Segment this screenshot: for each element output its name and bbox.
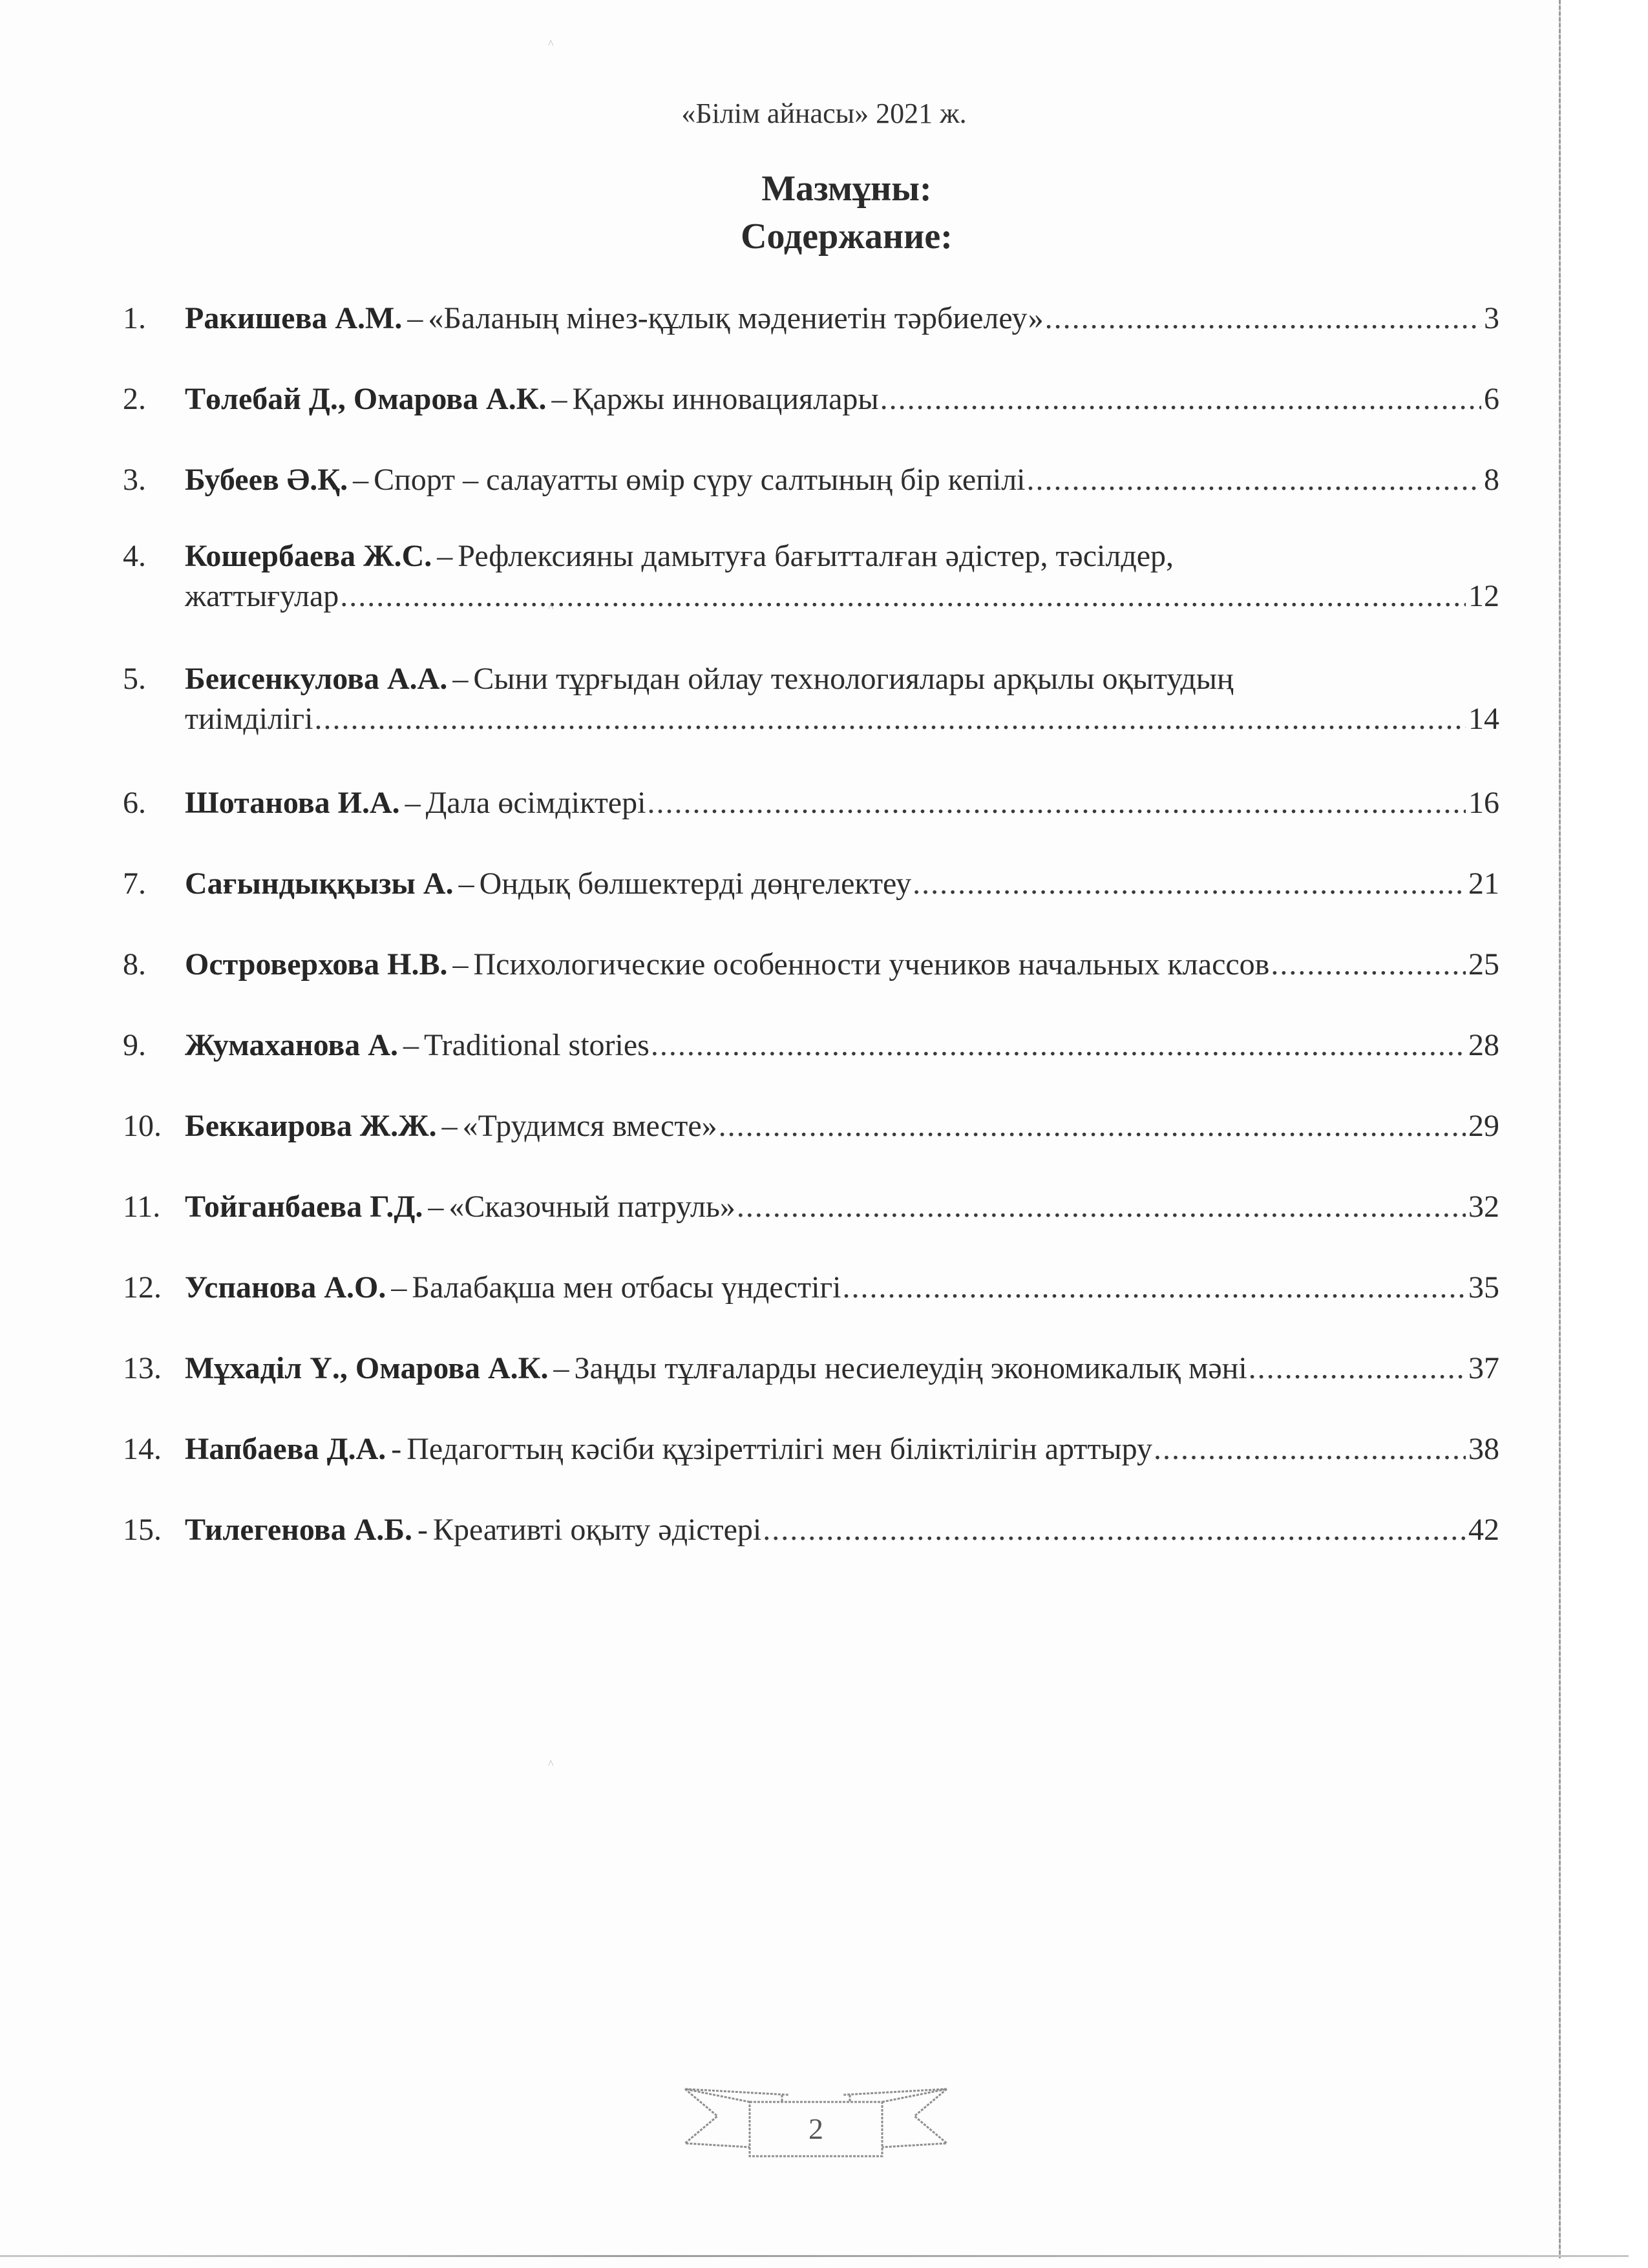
toc-entry-page-number[interactable]: 35 bbox=[1468, 1270, 1499, 1305]
dot-leader bbox=[1249, 1349, 1466, 1389]
dot-leader bbox=[340, 576, 1466, 616]
toc-entry-author: Успанова А.О. bbox=[185, 1270, 386, 1305]
toc-entry-number: 7. bbox=[123, 866, 146, 901]
toc-entry bbox=[123, 1429, 1499, 1469]
toc-entry-title: тиімділігі bbox=[185, 702, 313, 736]
toc-entry-page-number[interactable]: 14 bbox=[1468, 702, 1499, 736]
toc-entry-number: 13. bbox=[123, 1351, 162, 1385]
toc-entry-page-number[interactable]: 32 bbox=[1468, 1190, 1499, 1224]
dot-leader bbox=[1027, 460, 1482, 500]
toc-entry-title: Сыни тұрғыдан ойлау технологиялары арқылы оқытудың bbox=[473, 662, 1234, 696]
toc-entry-number: 6. bbox=[123, 786, 146, 820]
toc-entry-separator: – bbox=[452, 947, 469, 982]
toc-entry-number: 3. bbox=[123, 463, 146, 497]
toc-entry-page-number[interactable]: 21 bbox=[1468, 866, 1499, 901]
toc-entry-separator: – bbox=[428, 1190, 444, 1224]
toc-entry-number: 11. bbox=[123, 1190, 161, 1224]
scan-speck: ^ bbox=[548, 601, 554, 614]
toc-entry-separator: – bbox=[405, 786, 421, 820]
toc-entry-title: Спорт – салауатты өмір сүру салтының бір кепілі bbox=[374, 463, 1026, 497]
toc-entry-separator: – bbox=[458, 866, 474, 901]
toc-entry-author: Ракишева А.М. bbox=[185, 301, 403, 335]
toc-entry bbox=[123, 379, 1499, 419]
toc-entry-title: Педагогтың кәсіби құзіреттілігі мен біліктілігін арттыру bbox=[407, 1432, 1152, 1466]
scan-margin bbox=[1561, 0, 1648, 2268]
toc-entry-number: 8. bbox=[123, 947, 146, 982]
toc-entry bbox=[123, 460, 1499, 500]
toc-entry-separator: – bbox=[437, 539, 453, 573]
toc-entry-number: 5. bbox=[123, 662, 146, 696]
toc-entry-title: Ондық бөлшектерді дөңгелектеу bbox=[479, 866, 912, 901]
toc-entry-separator: – bbox=[407, 301, 423, 335]
toc-entry-separator: – bbox=[452, 662, 469, 696]
toc-entry-author: Беисенкулова А.А. bbox=[185, 662, 448, 696]
dot-leader bbox=[719, 1106, 1466, 1146]
toc-entry bbox=[123, 536, 1499, 616]
toc-entry-page-number[interactable]: 12 bbox=[1468, 579, 1499, 613]
toc-entry bbox=[123, 1349, 1499, 1389]
toc-entry bbox=[123, 864, 1499, 904]
toc-entry-separator: - bbox=[417, 1513, 428, 1547]
toc-entry-title: жаттығулар bbox=[185, 579, 339, 613]
toc-entry-page-number[interactable]: 3 bbox=[1484, 301, 1499, 335]
toc-entry-number: 2. bbox=[123, 382, 146, 416]
toc-entry-separator: – bbox=[553, 1351, 569, 1385]
toc-entry-page-number[interactable]: 38 bbox=[1468, 1432, 1499, 1466]
toc-entry bbox=[123, 1510, 1499, 1550]
toc-entry-separator: – bbox=[391, 1270, 407, 1305]
toc-entry-author: Мұхаділ Ү., Омарова А.К. bbox=[185, 1351, 549, 1385]
toc-entry-number: 4. bbox=[123, 539, 146, 573]
toc-entry-page-number[interactable]: 42 bbox=[1468, 1513, 1499, 1547]
toc-entry-author: Тилегенова А.Б. bbox=[185, 1513, 412, 1547]
toc-entry-author: Бубеев Ә.Қ. bbox=[185, 463, 348, 497]
toc-entry-page-number[interactable]: 37 bbox=[1468, 1351, 1499, 1385]
toc-entry-separator: – bbox=[551, 382, 567, 416]
toc-entry-author: Төлебай Д., Омарова А.К. bbox=[185, 382, 547, 416]
dot-leader bbox=[1271, 945, 1466, 985]
dot-leader bbox=[913, 864, 1466, 904]
toc-entry-author: Кошербаева Ж.С. bbox=[185, 539, 432, 573]
toc-entry bbox=[123, 1187, 1499, 1227]
toc-entry-title: Балабақша мен отбасы үндестігі bbox=[412, 1270, 841, 1305]
toc-entry-title: Дала өсімдіктері bbox=[425, 786, 646, 820]
scan-speck: ^ bbox=[548, 37, 554, 50]
page-title-russian: Содержание: bbox=[741, 216, 953, 257]
toc-entry-separator: – bbox=[353, 463, 369, 497]
toc-entry-author: Беккаирова Ж.Ж. bbox=[185, 1109, 437, 1143]
toc-entry-number: 15. bbox=[123, 1513, 162, 1547]
toc-entry-title: Креативті оқыту әдістері bbox=[432, 1513, 762, 1547]
page-number: 2 bbox=[808, 2112, 823, 2145]
toc-entry bbox=[123, 659, 1499, 739]
running-head: «Білім айнасы» 2021 ж. bbox=[681, 98, 967, 129]
toc-entry-number: 10. bbox=[123, 1109, 162, 1143]
toc-entry bbox=[123, 783, 1499, 823]
toc-entry-separator: – bbox=[441, 1109, 458, 1143]
page-title-kazakh: Мазмұны: bbox=[761, 169, 932, 209]
toc-entry bbox=[123, 1106, 1499, 1146]
toc-entry-author: Островерхова Н.В. bbox=[185, 947, 448, 982]
toc-entry-title: Рефлексияны дамытуға бағытталған әдістер, тәсілдер, bbox=[458, 539, 1174, 573]
toc-entry-number: 1. bbox=[123, 301, 146, 335]
dot-leader bbox=[880, 379, 1481, 419]
toc-entry-page-number[interactable]: 29 bbox=[1468, 1109, 1499, 1143]
toc-entry-number: 14. bbox=[123, 1432, 162, 1466]
dot-leader bbox=[737, 1187, 1466, 1227]
scan-edge-horizontal bbox=[0, 2255, 1629, 2257]
page-title-block bbox=[0, 165, 1648, 260]
scan-edge-vertical bbox=[1559, 0, 1561, 2258]
scan-speck: ^ bbox=[548, 1758, 554, 1770]
toc-entry-title: Психологические особенности учеников начальных классов bbox=[473, 947, 1270, 982]
toc-entry-page-number[interactable]: 6 bbox=[1484, 382, 1499, 416]
toc-entry-number: 12. bbox=[123, 1270, 162, 1305]
toc-entry-title: Заңды тұлғаларды несиелеудің экономикалық мәні bbox=[574, 1351, 1247, 1385]
toc-entry-separator: – bbox=[403, 1028, 419, 1062]
toc-entry-author: Тойганбаева Г.Д. bbox=[185, 1190, 423, 1224]
dot-leader bbox=[647, 783, 1466, 823]
toc-entry-author: Напбаева Д.А. bbox=[185, 1432, 386, 1466]
dot-leader bbox=[1154, 1429, 1466, 1469]
toc-entry-page-number[interactable]: 28 bbox=[1468, 1028, 1499, 1062]
toc-entry-number: 9. bbox=[123, 1028, 146, 1062]
toc-entry-title: «Сказочный патруль» bbox=[449, 1190, 735, 1224]
dot-leader bbox=[314, 699, 1466, 739]
dot-leader bbox=[763, 1510, 1466, 1550]
toc-entry bbox=[123, 945, 1499, 985]
toc-entry-author: Шотанова И.А. bbox=[185, 786, 400, 820]
dot-leader bbox=[651, 1025, 1466, 1066]
toc-entry-page-number[interactable]: 16 bbox=[1468, 786, 1499, 820]
toc-entry bbox=[123, 299, 1499, 339]
toc-entry-title: Қаржы инновациялары bbox=[572, 382, 879, 416]
dot-leader bbox=[1045, 299, 1481, 339]
toc-entry-title: «Баланың мінез-құлық мәдениетін тәрбиелеу» bbox=[428, 301, 1044, 335]
toc-entry bbox=[123, 1268, 1499, 1308]
toc-entry-title: Traditional stories bbox=[423, 1028, 650, 1062]
dot-leader bbox=[843, 1268, 1466, 1308]
toc-entry-author: Жумаханова А. bbox=[185, 1028, 398, 1062]
toc-entry-page-number[interactable]: 8 bbox=[1484, 463, 1499, 497]
toc-entry-author: Сағындыққызы А. bbox=[185, 866, 454, 901]
toc-entry-page-number[interactable]: 25 bbox=[1468, 947, 1499, 982]
toc-entry-separator: - bbox=[391, 1432, 402, 1466]
toc-entry-title: «Трудимся вместе» bbox=[462, 1109, 717, 1143]
toc-entry bbox=[123, 1025, 1499, 1066]
